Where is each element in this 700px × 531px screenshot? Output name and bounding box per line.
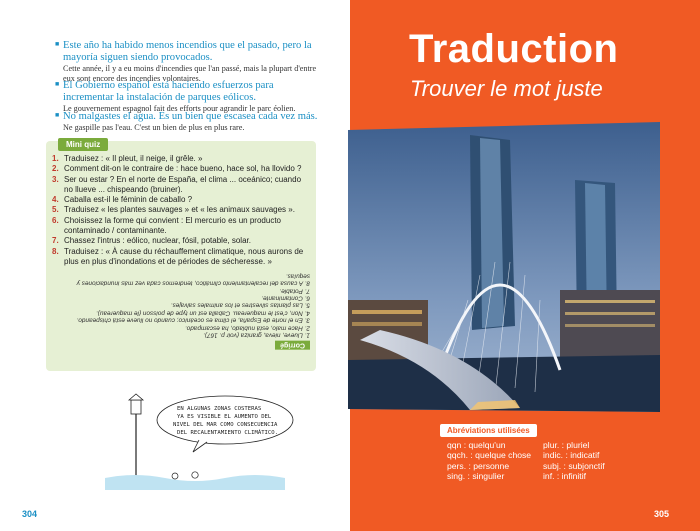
quiz-item-text: Choisissez la forme qui convient : El mercurio es un producto contaminado / contaminante. — [64, 215, 281, 236]
bullet-icon: ■ — [55, 81, 60, 88]
abbreviation-item: plur. : pluriel — [543, 440, 590, 450]
quiz-item-number: 3. — [52, 174, 59, 184]
abbreviation-item: pers. : personne — [447, 460, 510, 471]
quiz-item-number: 2. — [52, 164, 59, 174]
corrige-title: Corrigé — [275, 341, 310, 350]
bullet-icon: ■ — [55, 112, 60, 119]
corrige-line: 3. En el norte de España, el clima es oceánico; cuando no llueve está chispeando. — [76, 316, 310, 324]
quiz-item-number: 4. — [52, 195, 59, 205]
example-french: Cette année, il y a eu moins d'incendies que l'an passé, mais la plupart d'entre eux sont encore des incendies volontaires. — [63, 64, 317, 83]
corrige-line: 7. Potable. — [279, 287, 310, 295]
quiz-item-text: Traduisez : « Il pleut, il neige, il grêle. » — [64, 154, 203, 163]
corrige-line: 2. Hace malo, está nublado, ha escampado. — [184, 324, 310, 332]
quiz-item-text: Traduisez : « À cause du réchauffement climatique, nous aurons de plus en plus d'inondations et de périodes de sécheresse. » — [64, 246, 304, 266]
example-french: Le gouvernement espagnol fait des efforts pour agrandir le parc éolien. — [63, 104, 296, 113]
abbreviations-right-list — [543, 440, 605, 482]
quiz-item-number: 5. — [52, 205, 59, 215]
example-spanish: El Gobierno español está haciendo esfuerzos para incrementar la instalación de parques eólicos. — [63, 80, 274, 103]
corrige-line: 1. Llueve, nieva, graniza (voir p. 167). — [203, 331, 310, 339]
page-title: Traduction — [409, 27, 619, 71]
quiz-item-number: 7. — [52, 236, 59, 246]
quiz-item-number: 6. — [52, 215, 59, 225]
abbreviation-item: inf. : infinitif — [543, 471, 586, 482]
abbreviation-item: sing. : singulier — [447, 471, 505, 482]
abbreviation-item: indic. : indicatif — [543, 450, 600, 461]
bullet-icon: ■ — [55, 41, 60, 48]
example-spanish: No malgastes el agua. Es un bien que escasea cada vez más. — [63, 111, 318, 122]
page-subtitle: Trouver le mot juste — [410, 76, 603, 101]
abbreviation-item: qqn : quelqu'un — [447, 440, 506, 450]
abbreviations-title: Abréviations utilisées — [440, 424, 537, 437]
quiz-item-number: 8. — [52, 246, 59, 256]
corrige-line: 4. Non, c'est le maquereau. Caballa est un type de poisson (le maquereau). — [95, 309, 310, 317]
quiz-item-number: 1. — [52, 154, 59, 163]
bubble-line: NIVEL DEL MAR COMO CONSECUENCIA — [173, 422, 278, 428]
quiz-item-text: Comment dit-on le contraire de : hace bueno, hace sol, ha llovido ? — [64, 164, 302, 174]
quiz-item-text: Chassez l'intrus : eólico, nuclear, fósil, potable, solar. — [64, 236, 251, 246]
quiz-item-text: Traduisez « les plantes sauvages » et « les animaux sauvages ». — [64, 205, 295, 215]
example-french: Ne gaspille pas l'eau. C'est un bien de plus en plus rare. — [63, 123, 245, 132]
quiz-item-text: Caballa est-il le féminin de caballo ? — [64, 195, 193, 205]
abbreviations-left-list — [447, 440, 531, 482]
corrige-line: 5. Las plantas silvestres et los animales salvajes. — [170, 302, 310, 310]
abbreviation-item: subj. : subjonctif — [543, 460, 605, 471]
bubble-line: DEL RECALENTAMIENTO CLIMÁTICO. — [177, 430, 279, 436]
page-number-right: 305 — [654, 509, 670, 519]
page-number-left: 304 — [22, 509, 38, 519]
bubble-line: EN ALGUNAS ZONAS COSTERAS — [177, 406, 262, 412]
corrige-line: 6. Contaminante. — [261, 294, 310, 302]
corrige-line: 8. A causa del recalentamiento climático, tendremos cada vez más inundaciones y sequías. — [76, 272, 310, 287]
bubble-line: YA ES VISIBLE EL AUMENTO DEL — [177, 414, 272, 420]
mini-quiz-title: Mini quiz — [58, 138, 108, 151]
abbreviation-item: qqch. : quelque chose — [447, 450, 532, 461]
example-spanish: Este año ha habido menos incendios que el pasado, pero la mayoría siguen siendo provocados. — [63, 40, 312, 63]
quiz-item-text: Ser ou estar ? En el norte de España, el clima ... oceánico; cuando no llueve ... chispeando (bruiner). — [64, 174, 302, 194]
